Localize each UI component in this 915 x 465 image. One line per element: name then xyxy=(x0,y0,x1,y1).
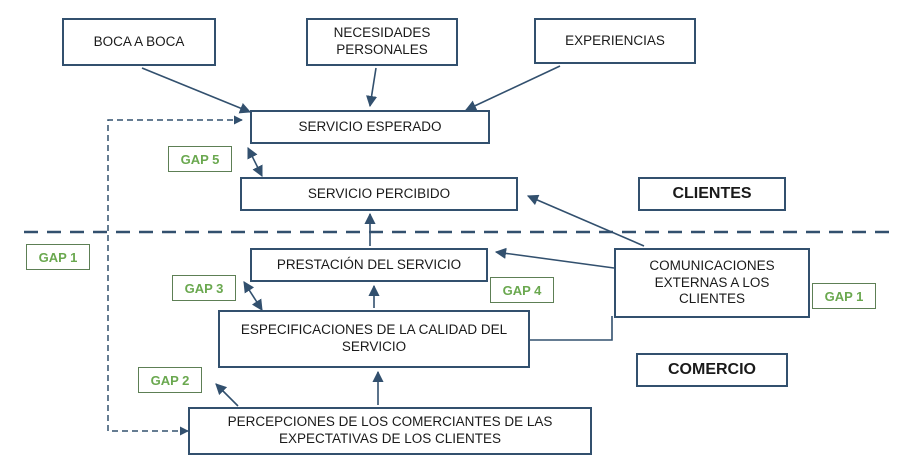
arrow-gap2 xyxy=(216,384,238,406)
box-boca-a-boca[interactable] xyxy=(62,18,216,66)
arrow-comunicaciones-to-percibido xyxy=(528,196,644,246)
gap-label-3[interactable] xyxy=(172,275,236,301)
box-prestacion-del-servicio[interactable] xyxy=(250,248,488,282)
box-label: COMUNICACIONES EXTERNAS A LOS CLIENTES xyxy=(649,257,775,307)
gap-label-text: GAP 1 xyxy=(38,249,78,265)
gap-label-text: GAP 2 xyxy=(150,372,190,388)
gap-label-text: GAP 1 xyxy=(824,288,864,304)
box-servicio-esperado[interactable] xyxy=(250,110,490,144)
gap-label-text: GAP 4 xyxy=(502,282,542,298)
box-label: SERVICIO ESPERADO xyxy=(298,118,442,134)
gap-label-2[interactable] xyxy=(138,367,202,393)
box-percepciones-comerciantes[interactable] xyxy=(188,407,592,455)
gap-label-text: GAP 5 xyxy=(180,151,220,167)
box-servicio-percibido[interactable] xyxy=(240,177,518,211)
box-label: SERVICIO PERCIBIDO xyxy=(307,185,451,201)
arrow-necesidades-to-esperado xyxy=(370,68,376,106)
box-label: BOCA A BOCA xyxy=(93,33,185,49)
arrow-gap3 xyxy=(244,282,262,310)
arrow-boca-to-esperado xyxy=(142,68,250,112)
box-experiencias[interactable] xyxy=(534,18,696,64)
gap-label-5[interactable] xyxy=(168,146,232,172)
arrow-gap4 xyxy=(496,252,614,268)
box-especificaciones-calidad[interactable] xyxy=(218,310,530,368)
box-clientes[interactable] xyxy=(638,177,786,211)
gap-label-1-left[interactable] xyxy=(26,244,90,270)
arrow-especificaciones-to-comunicaciones xyxy=(530,316,612,340)
box-label: CLIENTES xyxy=(672,185,752,202)
box-label: NECESIDADES PERSONALES xyxy=(333,25,431,57)
box-label: EXPERIENCIAS xyxy=(565,32,665,48)
box-label: ESPECIFICACIONES DE LA CALIDAD DEL SERVICIO xyxy=(240,322,508,354)
box-label: COMERCIO xyxy=(668,361,756,378)
gap-label-text: GAP 3 xyxy=(184,280,224,296)
box-label: PRESTACIÓN DEL SERVICIO xyxy=(276,256,462,272)
box-comercio[interactable] xyxy=(636,353,788,387)
arrow-experiencias-to-esperado xyxy=(466,66,560,110)
box-necesidades-personales[interactable] xyxy=(306,18,458,66)
box-label: PERCEPCIONES DE LOS COMERCIANTES DE LAS EXPECTATIVAS DE LOS CLIENTES xyxy=(227,414,553,446)
arrow-gap5 xyxy=(248,148,262,176)
gap-label-4[interactable] xyxy=(490,277,554,303)
gap-label-1-right[interactable] xyxy=(812,283,876,309)
box-comunicaciones-externas[interactable] xyxy=(614,248,810,318)
